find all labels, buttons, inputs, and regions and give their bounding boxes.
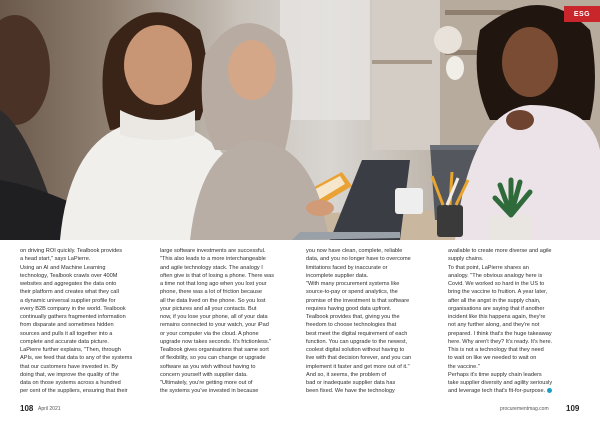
text-line: APIs, we feed that data to any of the systems bbox=[20, 355, 133, 362]
text-line: Tealbook gives organisations that same sort bbox=[160, 347, 269, 353]
esg-section-tag: ESG bbox=[564, 6, 600, 22]
text-line: from disparate and sometimes hidden bbox=[20, 322, 114, 329]
text-line: now, if you lose your phone, all of your data bbox=[160, 314, 268, 320]
text-line: This is not a technology that they need bbox=[448, 347, 544, 353]
text-line: continually gathers fragmented information bbox=[20, 314, 126, 320]
text-line: LaPierre further explains, "Then, through bbox=[20, 347, 121, 353]
text-line: sources and pulls it all together into a bbox=[20, 330, 113, 337]
text-line: function. You can upgrade to the newest, bbox=[306, 338, 408, 345]
text-line: that our customers have invested in. By bbox=[20, 363, 118, 370]
text-line: their platform and creates what they call bbox=[20, 289, 119, 296]
text-line: all the data lived on the phone. So you lost bbox=[160, 297, 266, 304]
text-line: per cent of the suppliers, ensuring that their bbox=[20, 388, 128, 395]
text-line: concern yourself with supplier data. bbox=[160, 371, 248, 378]
text-line: supply chains. bbox=[448, 256, 484, 263]
article-body bbox=[20, 247, 580, 395]
text-line: incomplete supplier data. bbox=[306, 272, 369, 279]
column-2 bbox=[160, 247, 287, 396]
text-line: limitations faced by inaccurate or bbox=[306, 264, 388, 271]
text-line: best meet the digital requirement of each bbox=[306, 330, 408, 337]
text-line: every B2B company in the world. Tealbook bbox=[20, 305, 126, 312]
text-line: source-to-pay or spend analytics, the bbox=[306, 289, 398, 296]
text-line: take supplier diversity and agility seriously bbox=[448, 380, 553, 386]
text-line: a dynamic universal supplier profile for bbox=[20, 297, 116, 304]
text-line: complete and accurate data picture. bbox=[20, 338, 109, 345]
text-line: and agile technology stack. The analogy I bbox=[160, 264, 263, 271]
column-1 bbox=[20, 247, 147, 396]
text-line: Using an AI and Machine Learning bbox=[20, 264, 106, 271]
text-line: "With many procurement systems like bbox=[306, 281, 400, 287]
text-line: not any further along, and they're not bbox=[448, 322, 540, 329]
text-line: you now have clean, complete, reliable bbox=[306, 248, 403, 254]
text-line: live with that decision forever, and you can bbox=[306, 355, 412, 362]
text-line: been fixed. We have the technology bbox=[306, 388, 395, 395]
text-line: your pictures and all your contacts. But bbox=[160, 305, 257, 312]
text-line: coolest digital solution without having to bbox=[306, 347, 405, 353]
text-line: data, and you no longer have to overcome bbox=[306, 256, 411, 263]
page-footer bbox=[0, 400, 600, 420]
text-line: software as you wish without having to bbox=[160, 363, 256, 370]
text-line: upgrade now takes seconds. It's frictionless." bbox=[160, 338, 272, 345]
text-line: analogy. "The obvious analogy here is bbox=[448, 272, 543, 279]
text-line: or your computer via the cloud. A phone bbox=[160, 330, 259, 337]
right-page-number: 109 bbox=[566, 404, 580, 413]
text-line: And so, it seems, the problem of bbox=[306, 371, 387, 378]
text-line: large software investments are successful. bbox=[160, 248, 266, 254]
text-line: Perhaps it's time supply chain leaders bbox=[448, 371, 542, 378]
text-line: "Ultimately, you're getting more out of bbox=[160, 380, 253, 386]
column-4 bbox=[448, 247, 575, 396]
text-line: a head start," says LaPierre. bbox=[20, 256, 91, 263]
text-line: data on those systems across a hundred bbox=[20, 380, 121, 386]
text-line: a time not that long ago when you lost your bbox=[160, 281, 267, 287]
text-line: bring the vaccine to fruition. A year later, bbox=[448, 289, 548, 296]
text-line: To that point, LaPierre shares an bbox=[448, 264, 529, 271]
text-line: "This also leads to a more interchangeable bbox=[160, 256, 266, 263]
text-line: after all the angst in the supply chain, bbox=[448, 297, 541, 304]
text-line: available to create more diverse and agile bbox=[448, 248, 552, 254]
text-line: organisations are saying that if another bbox=[448, 305, 545, 312]
article-end-mark-icon bbox=[547, 388, 552, 393]
text-line: requires having good data upfront. bbox=[306, 305, 392, 312]
issue-date: April 2021 bbox=[38, 406, 61, 412]
text-line: bad or inadequate supplier data has bbox=[306, 380, 396, 386]
text-line: freedom to choose technologies that bbox=[306, 322, 397, 329]
text-line: the vaccine." bbox=[448, 363, 480, 370]
text-line: Covid. We worked so hard in the US to bbox=[448, 281, 545, 287]
text-line: to wait on like we needed to wait on bbox=[448, 355, 537, 362]
left-page-number: 108 bbox=[20, 404, 34, 413]
text-line: of flexibility, so you can change or upgrade bbox=[160, 355, 266, 362]
website-name: procurementmag.com bbox=[500, 406, 549, 412]
column-3 bbox=[306, 247, 433, 396]
text-line: incident like this happens again, they're bbox=[448, 314, 546, 320]
text-line: Tealbook provides that, giving you the bbox=[306, 314, 400, 320]
text-line: technology, Tealbook crawls over 400M bbox=[20, 272, 118, 279]
text-line: phone, there was a lot of friction because bbox=[160, 289, 262, 296]
text-line: remains connected to your watch, your iPad bbox=[160, 322, 269, 329]
text-line: often give is that of losing a phone. There was bbox=[160, 272, 275, 279]
text-line: and leverage tech that's fit-for-purpose. bbox=[448, 387, 575, 395]
text-line: on driving ROI quickly. Tealbook provides bbox=[20, 248, 123, 254]
text-line: here. Why aren't they? It's ready. It's here. bbox=[448, 338, 553, 345]
text-line: the systems you've invested in because bbox=[160, 388, 259, 395]
text-line: websites and aggregates the data onto bbox=[20, 281, 117, 287]
text-line: promise of the investment is that software bbox=[306, 297, 410, 304]
text-line: prepared. I think that's the huge takeaway bbox=[448, 330, 552, 337]
text-line: doing that, we improve the quality of the bbox=[20, 371, 119, 378]
text-line: implement it faster and get more out of it." bbox=[306, 363, 410, 370]
